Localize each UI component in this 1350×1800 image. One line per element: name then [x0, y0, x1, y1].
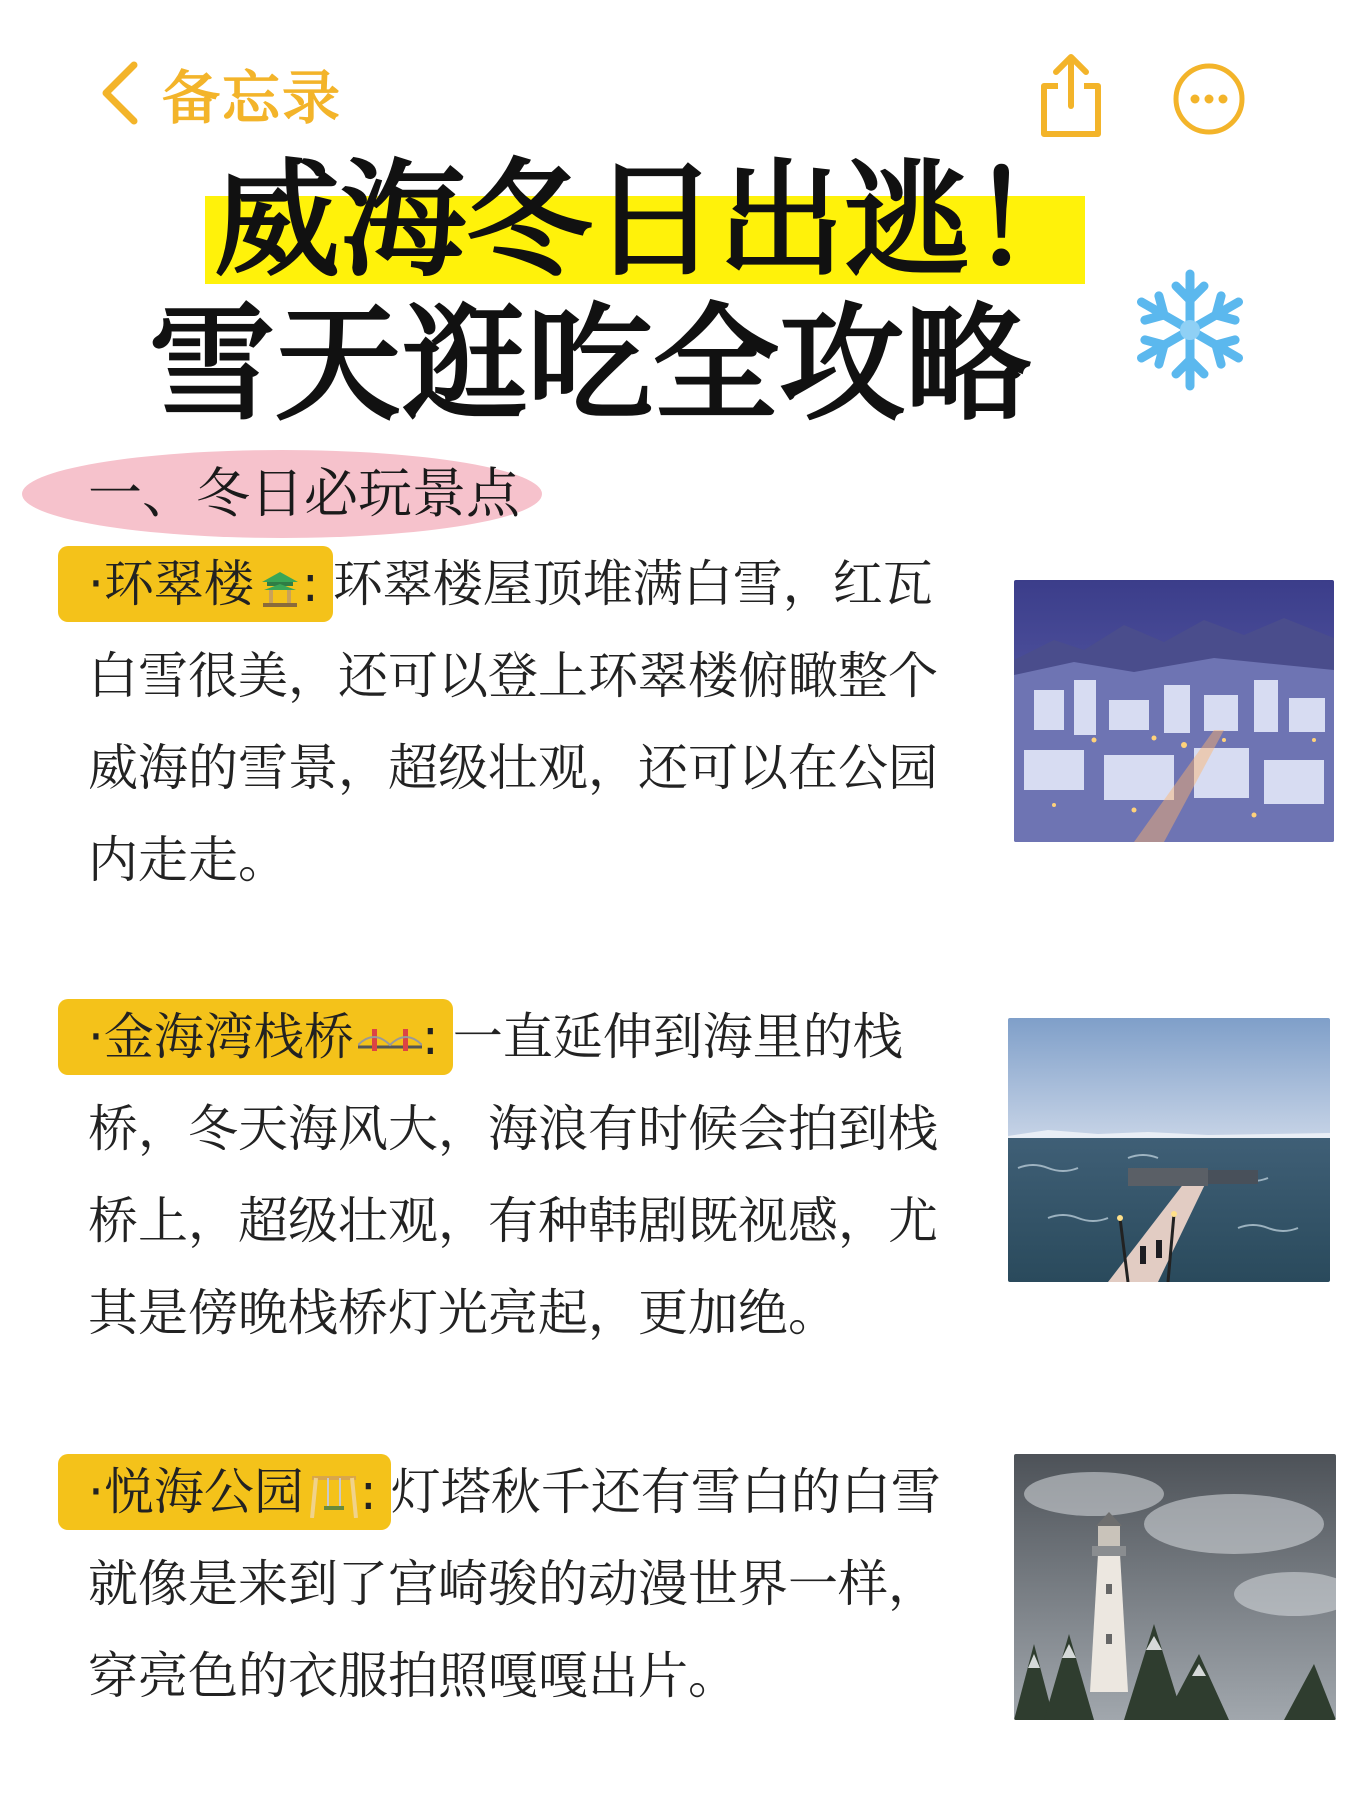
spot-1-tag [58, 546, 333, 622]
snowy-city-night-photo [1014, 580, 1334, 842]
spot-2-description: 一直延伸到海里的栈桥，冬天海风大，海浪有时候会拍到栈桥上，超级壮观，有种韩剧既视感，尤其是傍晚栈桥灯光亮起，更加绝。 [88, 1008, 938, 1342]
more-icon[interactable] [1172, 62, 1246, 136]
spot-3-separator: : [359, 1463, 377, 1521]
page-title-line1: 威海冬日出逃！ [214, 147, 1096, 294]
spot-1-text [88, 538, 948, 906]
spot-2-name: ·金海湾栈桥 [88, 1008, 354, 1066]
spot-3-tag [58, 1454, 391, 1530]
bridge-icon [358, 1023, 422, 1059]
spot-2-separator: : [421, 1008, 439, 1066]
share-icon[interactable] [1036, 50, 1106, 140]
spot-3-description: 灯塔秋千还有雪白的白雪就像是来到了宫崎骏的动漫世界一样，穿亮色的衣服拍照嘎嘎出片。 [88, 1463, 941, 1705]
back-label: 备忘录 [162, 64, 343, 132]
spot-2-tag [58, 999, 453, 1075]
page-title-line2: 雪天逛吃全攻略 [149, 291, 1031, 438]
spot-3-text [88, 1446, 948, 1722]
snowflake-icon [1124, 264, 1256, 396]
spot-1-description: 环翠楼屋顶堆满白雪，红瓦白雪很美，还可以登上环翠楼俯瞰整个威海的雪景，超级壮观，还可以在公园内走走。 [88, 555, 938, 889]
swing-icon [308, 1474, 360, 1518]
spot-3-name: ·悦海公园 [88, 1463, 304, 1521]
back-button[interactable] [100, 48, 342, 138]
spot-1-name: ·环翠楼 [88, 555, 254, 613]
sea-pier-photo [1008, 1018, 1330, 1282]
spot-1-separator: : [301, 555, 319, 613]
chevron-left-icon [100, 61, 140, 125]
spot-2-text [88, 991, 948, 1359]
pavilion-icon [258, 568, 302, 608]
section-title: 一、冬日必玩景点 [88, 462, 520, 525]
lighthouse-photo [1014, 1454, 1336, 1720]
